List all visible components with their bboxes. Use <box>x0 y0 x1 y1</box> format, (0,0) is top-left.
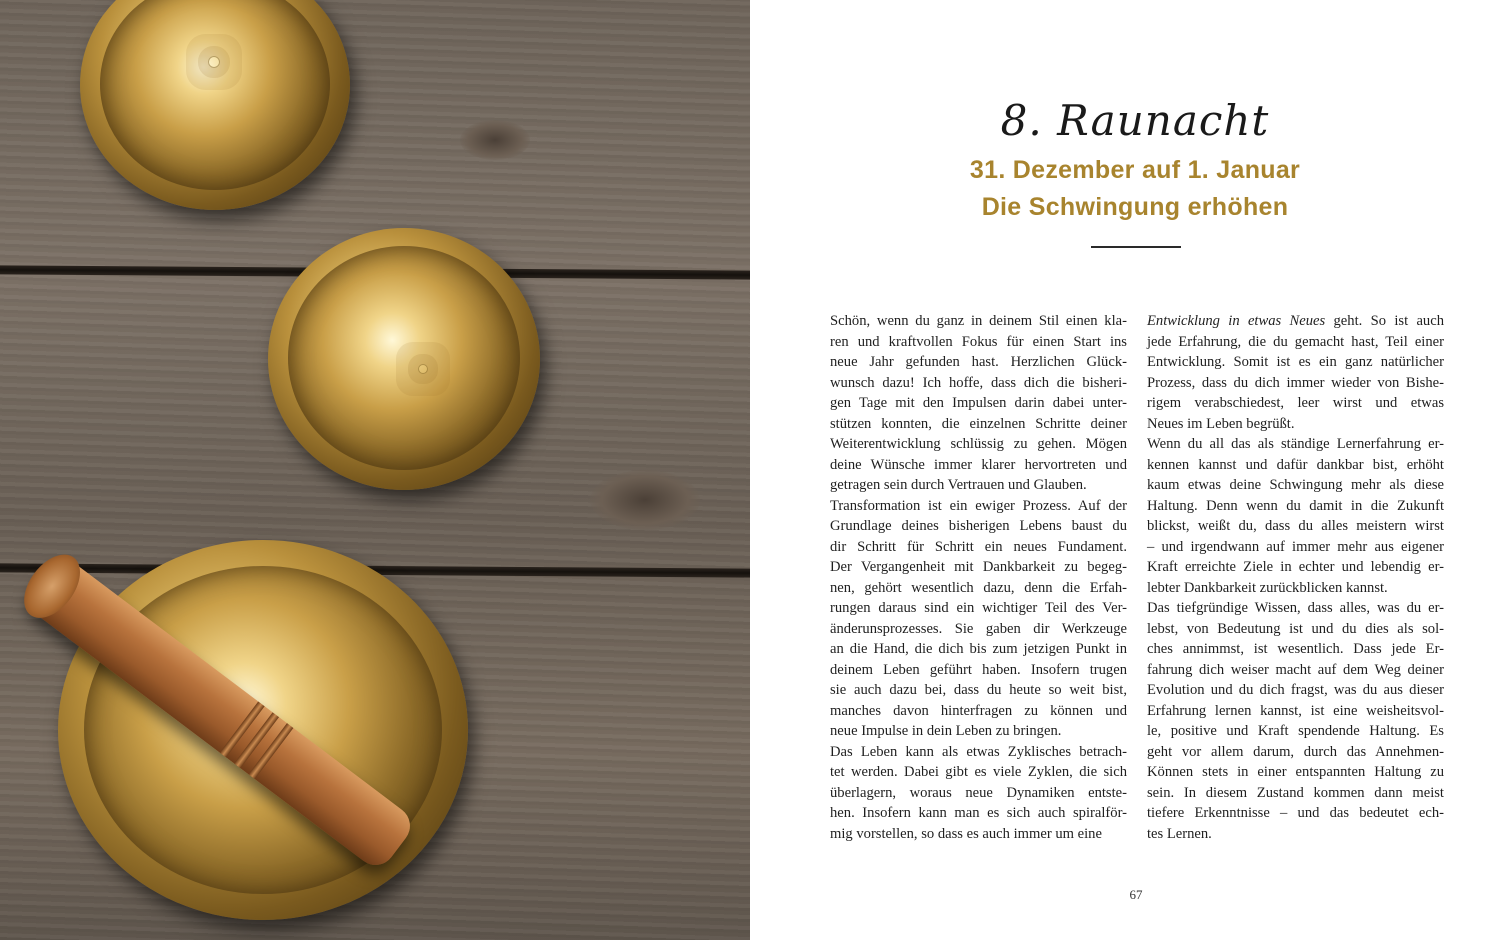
text-line: geht vor allem darum, durch das Annehmen- <box>1147 743 1444 760</box>
text-line: neue Impulse in dein Leben zu bringen. <box>830 723 1062 739</box>
text-column-left <box>830 311 1127 844</box>
text-page <box>750 0 1500 940</box>
text-line: sein. In diesem Zustand kommen dann meist <box>1147 784 1444 801</box>
text-line: Evolution und du dich fragst, was du aus dieser <box>1147 682 1444 698</box>
text-line: lebter Dankbarkeit zurückblicken kannst. <box>1147 579 1388 596</box>
text-line: deine Wünsche immer klarer hervortreten und <box>830 456 1127 473</box>
text-line: gen Tage mit den Impulsen darin dabei unter- <box>830 395 1127 411</box>
text-line: Das Leben kann als etwas Zyklisches betrach- <box>830 743 1127 760</box>
text-line: blickst, weißt du, dass du alles meistern wirst <box>1147 518 1444 534</box>
text-line: dir Schritt für Schritt ein neues Fundament. <box>830 538 1127 555</box>
text-line: Schön, wenn du ganz in deinem Stil einen kla- <box>830 313 1127 329</box>
subtitle-date: 31. Dezember auf 1. Januar <box>969 156 1301 184</box>
text-line: wunsch dazu! Ich hoffe, dass dich die bisheri- <box>830 374 1127 391</box>
text-line: sie auch dazu bei, dass du heute so weit bist, <box>830 682 1127 698</box>
singing-bowl-middle <box>268 228 540 490</box>
text-line: Erfahrung lernen kannst, ist eine weisheitsvol- <box>1147 702 1444 719</box>
text-line: kennen kannst und dafür dankbar bist, erhöht <box>1147 456 1444 473</box>
singing-bowl-top <box>80 0 350 210</box>
text-line: Wenn du all das als ständige Lernerfahrung er- <box>1147 436 1444 452</box>
divider-rule <box>1091 246 1181 248</box>
text-line: jede Erfahrung, die du gemacht hast, Teil einer <box>1147 333 1444 350</box>
text-column-right <box>1147 311 1444 844</box>
text-line: le, positive und Kraft spendende Haltung. Es <box>1147 723 1444 739</box>
italic-phrase: Entwicklung in etwas Neues <box>1147 313 1326 329</box>
text-line <box>1147 311 1444 332</box>
text-line: nen, gehört wesentlich dazu, denn die Erfah- <box>830 579 1127 596</box>
text-line: Entwicklung. Somit ist es ein ganz natürlicher <box>1147 354 1444 370</box>
text-line: tes Lernen. <box>1147 825 1212 842</box>
text-fragment: geht. So ist auch <box>1325 313 1444 329</box>
page-number: 67 <box>1129 887 1143 902</box>
text-line: Grundlage deines bisherigen Lebens baust du <box>830 518 1127 534</box>
wood-knot <box>460 120 530 160</box>
text-line: rigem verabschiedest, leer wirst und etwas <box>1147 395 1444 411</box>
text-line: ches annimmst, ist wesentlich. Dass jede Er- <box>1147 641 1444 657</box>
text-line: Transformation ist ein ewiger Prozess. Auf der <box>830 497 1127 514</box>
text-line: deinem Leben geführt haben. Insofern trugen <box>830 661 1127 678</box>
text-line: tiefere Erkenntnisse – und das bedeutet ech- <box>1147 805 1444 821</box>
text-line: tet werden. Dabei gibt es viele Zyklen, die sich <box>830 764 1127 780</box>
text-line: Neues im Leben begrüßt. <box>1147 415 1295 432</box>
text-line: Haltung. Denn wenn du damit in die Zukunft <box>1147 497 1444 514</box>
text-line: neue Jahr gefunden hast. Herzlichen Glück- <box>830 354 1127 370</box>
text-line: getragen sein durch Vertrauen und Glauben. <box>830 477 1087 493</box>
text-line: mig vorstellen, so dass es auch immer um eine <box>830 825 1102 842</box>
text-line: rungen daraus sind ein wichtiger Teil des Ver- <box>830 600 1127 616</box>
text-line: hen. Insofern kann man es sich auch spiralför- <box>830 805 1127 821</box>
text-line: änderunsprozesses. Sie gaben dir Werkzeuge <box>830 620 1127 637</box>
text-line: stützen konnten, die einzelnen Schritte deiner <box>830 415 1127 432</box>
text-line: an die Hand, die dich bis zum jetzigen Punkt in <box>830 641 1127 657</box>
text-line: überlagern, woraus neue Dynamiken entste- <box>830 784 1127 801</box>
wood-knot <box>590 470 700 530</box>
subtitle-theme: Die Schwingung erhöhen <box>981 193 1289 221</box>
text-line: Können stets in einer entspannten Haltung zu <box>1147 764 1444 780</box>
text-line: kaum etwas deine Schwingung mehr als diese <box>1147 477 1444 493</box>
text-line: Prozess, dass du dich immer wieder von Bishe- <box>1147 374 1444 391</box>
text-line: ren und kraftvollen Fokus für einen Start ins <box>830 333 1127 350</box>
text-line: Der Vergangenheit mit Dankbarkeit zu begeg- <box>830 559 1127 575</box>
text-line: manches davon hinterfragen zu können und <box>830 702 1127 719</box>
text-line: Kraft erreichte Ziele in echter und lebendig er- <box>1147 559 1444 575</box>
text-line: lebst, von Bedeutung ist und du dies als sol- <box>1147 620 1444 637</box>
text-line: Weiterentwicklung schlüssig zu gehen. Mögen <box>830 436 1127 452</box>
text-line: fahrung dich weiser macht auf dem Weg deiner <box>1147 661 1444 678</box>
chapter-title: 8. Raunacht <box>1000 96 1270 145</box>
text-line: Das tiefgründige Wissen, dass alles, was du er- <box>1147 600 1444 616</box>
text-line: – und irgendwann auf immer mehr aus eigener <box>1147 538 1444 555</box>
